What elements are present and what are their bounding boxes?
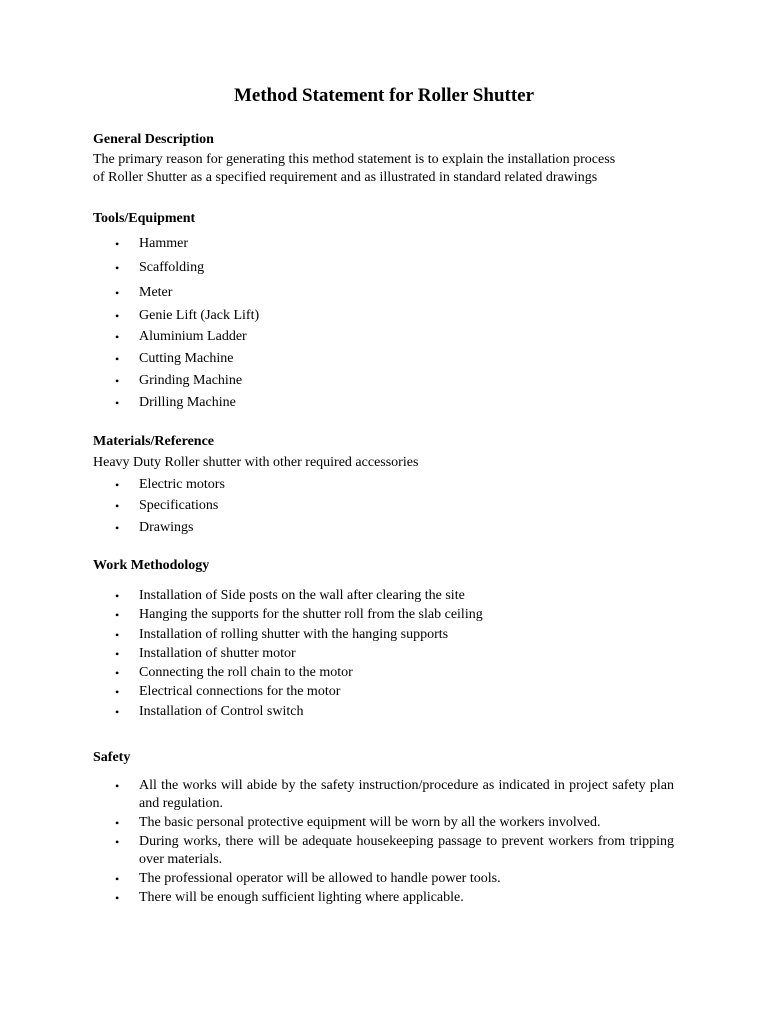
safety-item: There will be enough sufficient lighting where applicable. (139, 890, 464, 905)
bullet-icon: • (115, 646, 120, 661)
bullet-icon: • (115, 499, 120, 513)
list-item (0, 497, 218, 515)
list-item (0, 814, 768, 832)
work-item: Installation of Control switch (139, 703, 304, 719)
bullet-icon: • (115, 261, 120, 275)
list-item (0, 328, 247, 346)
bullet-icon: • (115, 521, 120, 535)
bullet-icon: • (115, 286, 120, 300)
bullet-icon: • (115, 309, 120, 323)
material-item: Specifications (139, 498, 219, 513)
bullet-icon: • (115, 396, 120, 410)
material-item: Electric motors (139, 477, 225, 492)
material-item: Drawings (139, 520, 194, 535)
tool-item: Meter (139, 285, 173, 300)
page-title: Method Statement for Roller Shutter (233, 85, 535, 106)
bullet-icon: • (115, 352, 120, 366)
bullet-icon: • (115, 666, 120, 681)
work-methodology-list (0, 587, 768, 722)
safety-item: During works, there will be adequate housekeeping passage to prevent workers from tripping over materials. (139, 834, 674, 867)
bullet-icon: • (115, 891, 120, 905)
work-item: Electrical connections for the motor (139, 684, 341, 700)
materials-text: Heavy Duty Roller shutter with other required accessories (93, 455, 419, 470)
tool-item: Genie Lift (Jack Lift) (139, 308, 260, 323)
list-item (0, 372, 242, 390)
list-item (0, 626, 768, 645)
work-methodology-heading: Work Methodology (93, 558, 210, 573)
tool-item: Cutting Machine (139, 351, 234, 366)
list-item (0, 476, 225, 494)
bullet-icon: • (115, 589, 120, 603)
list-item (0, 394, 236, 412)
general-description-line-2: of Roller Shutter as a specified requirement and as illustrated in standard related drawings (93, 170, 598, 185)
safety-item: The basic personal protective equipment will be worn by all the workers involved. (139, 815, 601, 830)
safety-heading: Safety (93, 750, 131, 765)
work-item: Installation of shutter motor (139, 645, 296, 661)
list-item (0, 703, 768, 722)
bullet-icon: • (115, 627, 120, 642)
tool-item: Drilling Machine (139, 395, 236, 410)
list-item (0, 664, 768, 683)
list-item (0, 889, 768, 907)
general-description-line-1: The primary reason for generating this method statement is to explain the installation process (93, 152, 616, 167)
work-item: Installation of rolling shutter with the hanging supports (139, 626, 449, 642)
materials-heading: Materials/Reference (93, 434, 215, 449)
safety-list (0, 777, 768, 907)
tool-item: Aluminium Ladder (139, 329, 247, 344)
bullet-icon: • (115, 608, 120, 623)
bullet-icon: • (115, 704, 120, 719)
list-item (0, 587, 768, 606)
list-item (0, 777, 768, 813)
tool-item: Scaffolding (139, 260, 205, 275)
work-item: Installation of Side posts on the wall after clearing the site (139, 588, 465, 603)
bullet-icon: • (115, 835, 120, 849)
work-item: Connecting the roll chain to the motor (139, 665, 353, 681)
list-item (0, 645, 768, 664)
safety-item: The professional operator will be allowed to handle power tools. (139, 871, 501, 886)
list-item (0, 350, 234, 368)
general-description-text (93, 151, 683, 187)
bullet-icon: • (115, 330, 120, 344)
safety-item: All the works will abide by the safety instruction/procedure as indicated in project safety plan and regulation. (139, 778, 674, 811)
bullet-icon: • (115, 872, 120, 886)
list-item (0, 606, 768, 625)
list-item (0, 307, 259, 325)
bullet-icon: • (115, 816, 120, 830)
list-item (0, 683, 768, 702)
list-item (0, 284, 172, 302)
tool-item: Grinding Machine (139, 373, 243, 388)
list-item (0, 833, 768, 869)
bullet-icon: • (115, 374, 120, 388)
bullet-icon: • (115, 478, 120, 492)
list-item (0, 259, 204, 277)
work-item: Hanging the supports for the shutter roll from the slab ceiling (139, 607, 483, 623)
general-description-heading: General Description (93, 132, 214, 147)
bullet-icon: • (115, 237, 120, 251)
list-item (0, 235, 188, 253)
tools-heading: Tools/Equipment (93, 211, 196, 226)
tool-item: Hammer (139, 236, 188, 251)
list-item (0, 519, 193, 537)
bullet-icon: • (115, 779, 120, 793)
bullet-icon: • (115, 685, 120, 700)
list-item (0, 870, 768, 888)
